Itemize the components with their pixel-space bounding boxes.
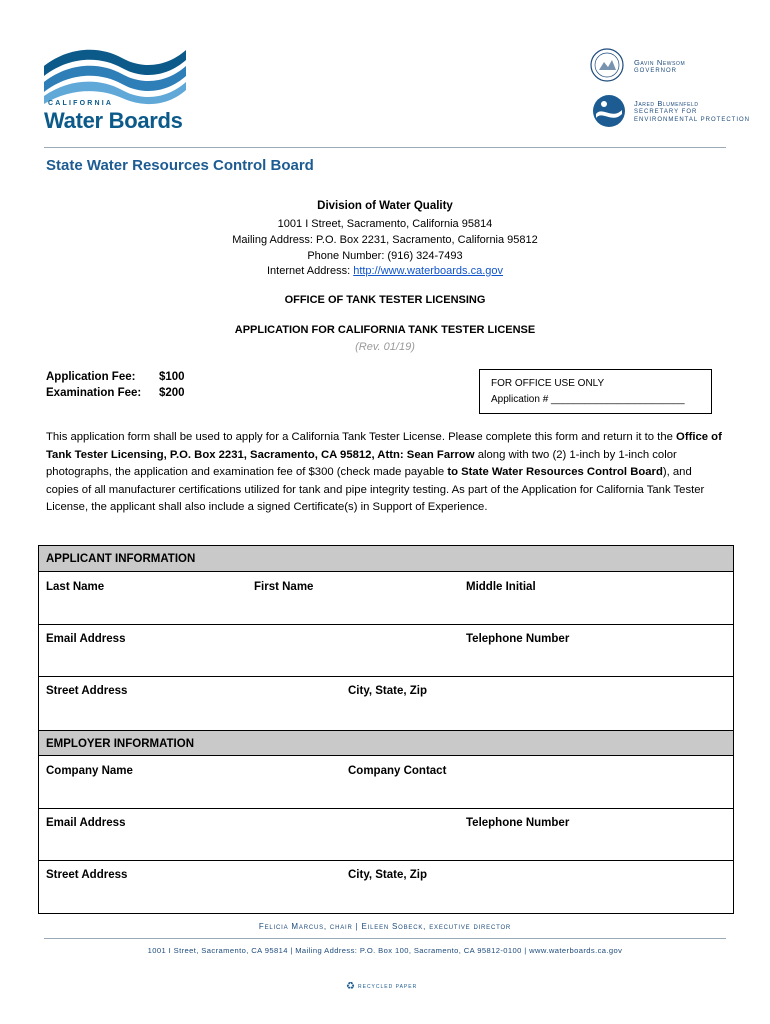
website-link[interactable]: http://www.waterboards.ca.gov xyxy=(353,265,503,277)
employer-telephone-field[interactable]: Telephone Number xyxy=(466,817,570,829)
secretary-title-line2: ENVIRONMENTAL PROTECTION xyxy=(634,117,751,123)
application-form-table xyxy=(38,545,734,914)
applicant-information-header: APPLICANT INFORMATION xyxy=(39,546,733,572)
application-number-field[interactable]: Application # ________________________ xyxy=(491,394,685,405)
recycled-paper-text: RECYCLED PAPER xyxy=(358,984,418,990)
logo-california-text: CALIFORNIA xyxy=(48,100,114,107)
instructions-text-3: ), and copies of all manufacturer certifications utilized for tank and pipe integrity testing. As part of the Application for California Tank Tester License, the applicant shall also include a signed Certificate(s) in Support of Experience. xyxy=(46,466,705,513)
office-title: OFFICE OF TANK TESTER LICENSING xyxy=(284,294,486,306)
company-name-field[interactable]: Company Name xyxy=(46,765,133,777)
examination-fee-value: $200 xyxy=(159,387,185,399)
phone-number: Phone Number: (916) 324-7493 xyxy=(307,250,463,262)
employer-email-field[interactable]: Email Address xyxy=(46,817,126,829)
employer-information-header: EMPLOYER INFORMATION xyxy=(39,730,733,756)
calepa-logo-icon xyxy=(592,94,626,128)
employer-street-address-field[interactable]: Street Address xyxy=(46,869,128,881)
street-address-field[interactable]: Street Address xyxy=(46,685,128,697)
instructions-payee: to State Water Resources Control Board xyxy=(447,466,663,478)
state-seal-icon xyxy=(590,48,624,82)
board-name: State Water Resources Control Board xyxy=(46,157,314,174)
revision-date: (Rev. 01/19) xyxy=(355,341,415,353)
instructions-mailing-address: Office of Tank Tester Licensing, P.O. Box 2231, Sacramento, CA 95812, Attn: Sean Farrow xyxy=(46,431,722,461)
examination-fee-label: Examination Fee: xyxy=(46,387,142,399)
city-state-zip-field[interactable]: City, State, Zip xyxy=(348,685,428,697)
office-use-title: FOR OFFICE USE ONLY xyxy=(491,378,605,389)
row-divider xyxy=(39,808,733,809)
middle-initial-field[interactable]: Middle Initial xyxy=(466,581,536,593)
recycle-icon: ♻ xyxy=(346,981,355,992)
governor-name: Gavin Newsom xyxy=(634,58,686,67)
logo-water-boards-text: Water Boards xyxy=(44,108,183,133)
internet-address xyxy=(0,265,770,277)
mailing-address: Mailing Address: P.O. Box 2231, Sacramento, California 95812 xyxy=(232,234,538,246)
row-divider xyxy=(39,676,733,677)
secretary-title-line1: SECRETARY FOR xyxy=(634,109,698,115)
instructions-text-2: along with two (2) 1-inch by 1-inch color photographs, the application and examination fee of $300 (check made payable xyxy=(46,448,677,478)
application-title: APPLICATION FOR CALIFORNIA TANK TESTER LICENSE xyxy=(234,324,536,336)
application-fee-label: Application Fee: xyxy=(46,371,136,383)
instructions-paragraph xyxy=(46,429,726,517)
secretary-name: Jared Blumenfeld xyxy=(634,99,699,108)
office-use-box xyxy=(479,369,712,414)
street-address: 1001 I Street, Sacramento, California 95814 xyxy=(277,218,493,230)
email-address-field[interactable]: Email Address xyxy=(46,633,126,645)
instructions-text-1: This application form shall be used to apply for a California Tank Tester License. Please complete this form and return it to the xyxy=(46,431,677,443)
telephone-number-field[interactable]: Telephone Number xyxy=(466,633,570,645)
header-divider xyxy=(44,147,726,148)
footer-address: 1001 I Street, Sacramento, CA 95814 | Mailing Address: P.O. Box 100, Sacramento, CA 95812-0100 | www.waterboards.ca.gov xyxy=(147,946,623,955)
footer-divider xyxy=(44,938,726,939)
row-divider xyxy=(39,624,733,625)
division-title: Division of Water Quality xyxy=(317,200,453,212)
application-fee-value: $100 xyxy=(159,371,185,383)
footer-officials: Felicia Marcus, chair | Eileen Sobeck, executive director xyxy=(258,922,512,931)
first-name-field[interactable]: First Name xyxy=(254,581,314,593)
employer-city-state-zip-field[interactable]: City, State, Zip xyxy=(348,869,428,881)
row-divider xyxy=(39,860,733,861)
company-contact-field[interactable]: Company Contact xyxy=(348,765,447,777)
last-name-field[interactable]: Last Name xyxy=(46,581,105,593)
governor-title: GOVERNOR xyxy=(634,68,678,74)
internet-label: Internet Address: xyxy=(266,265,354,277)
